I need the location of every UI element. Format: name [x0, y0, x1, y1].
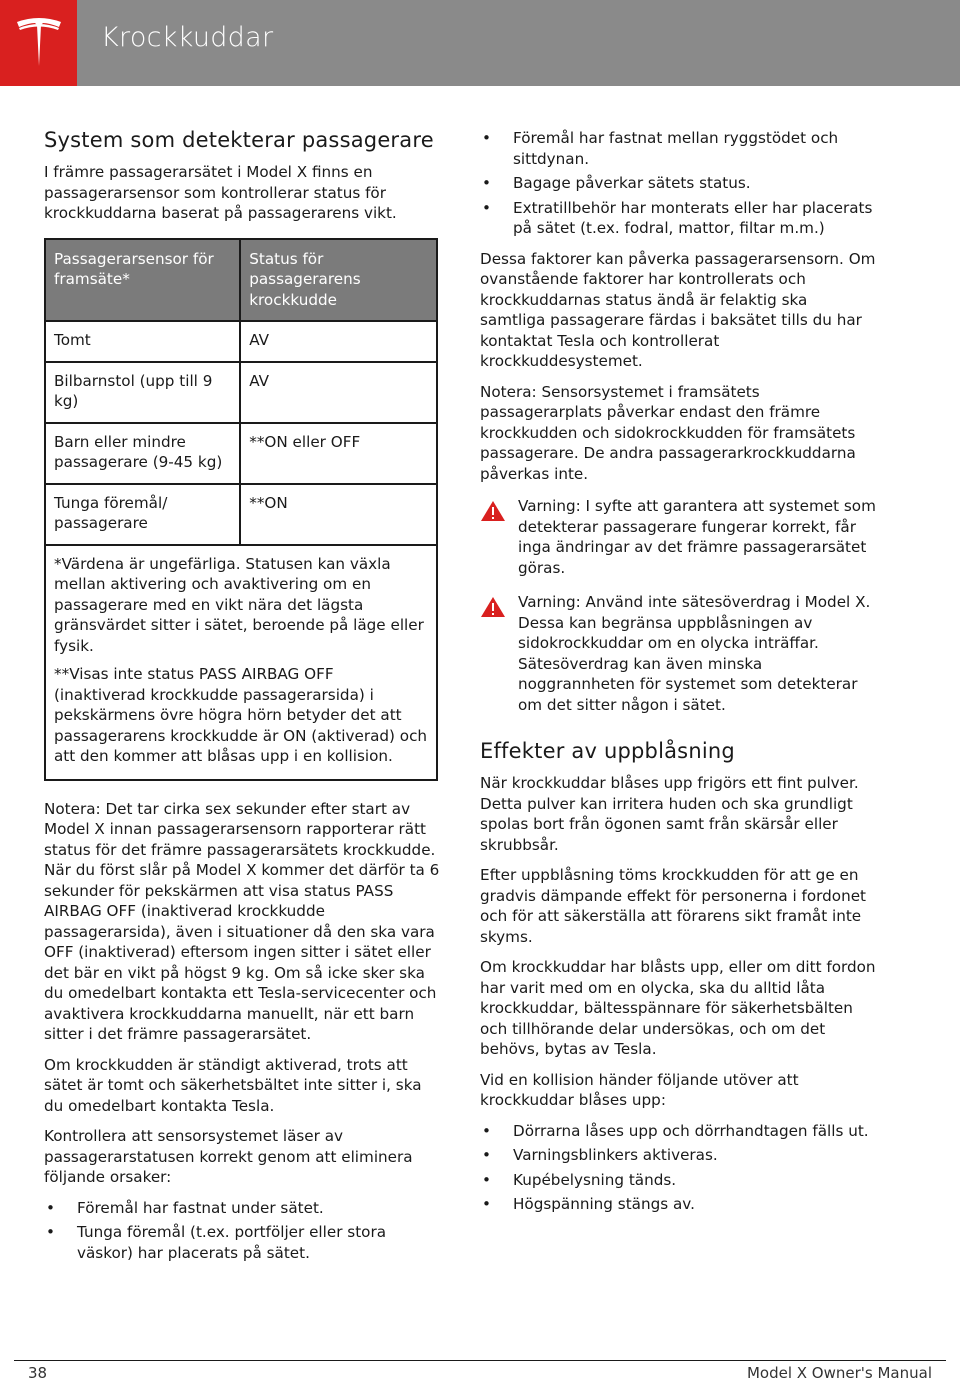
bullet: •	[482, 1170, 491, 1189]
table-note-cell	[45, 545, 437, 780]
warning-no-modifications	[480, 496, 876, 578]
warning-triangle-icon	[480, 500, 506, 522]
table-cell: Tunga föremål/ passagerare	[45, 484, 240, 545]
list-item: • Tunga föremål (t.ex. portföljer eller stora väskor) har placerats på sätet.	[46, 1223, 386, 1262]
inspection-paragraph: Om krockkuddar har blåsts upp, eller om ditt fordon har varit med om en olycka, ska du alltid låta krockkuddar, bältesspännare för säkerhetsbälten och tillhörande delar undersökas, och om det behövs, bytas av Tesla.	[480, 958, 876, 1058]
factors-paragraph: Dessa faktorer kan påverka passagerarsensorn. Om ovanstående faktorer har kontrollerats och krockkuddarnas status ändå är felaktig ska samtliga passagerare färdas i baksätet tills du har kontaktat Tesla och kontrollerat krockkuddesystemet.	[480, 249, 876, 370]
list-item: • Högspänning stängs av.	[482, 1195, 695, 1213]
bullet: •	[482, 174, 491, 192]
table-cell: AV	[240, 362, 437, 423]
page-title: Krockkuddar	[101, 22, 274, 53]
bullet: •	[482, 198, 491, 217]
tesla-logo-icon	[13, 16, 65, 70]
collision-effects-list	[480, 1121, 876, 1215]
page-number: 38	[28, 1364, 48, 1382]
table-row	[45, 484, 437, 545]
table-cell: Barn eller mindre passagerare (9-45 kg)	[45, 423, 240, 484]
table-row	[45, 362, 437, 423]
manual-title: Model X Owner's Manual	[746, 1364, 932, 1382]
intro-paragraph: I främre passagerarsätet i Model X finns en passagerarsensor som kontrollerar status för krockkuddarna baserat på passagerarens vikt.	[44, 163, 397, 222]
table-cell: Bilbarnstol (upp till 9 kg)	[45, 362, 240, 423]
collision-paragraph: Vid en kollision händer följande utöver att krockkuddar blåses upp:	[480, 1070, 799, 1109]
table-note-status: **Visas inte status PASS AIRBAG OFF (inaktiverad krockkudde passagerarsida) i pekskärmens övre högra hörn betyder det att passagerarens krockkudde är ON (aktiverad) och att den kommer att blåsas upp i en kollision.	[54, 665, 428, 765]
section-heading-inflation-effects: Effekter av uppblåsning	[480, 739, 735, 763]
list-item: • Föremål har fastnat mellan ryggstödet och sittdynan.	[482, 129, 839, 168]
bullet: •	[482, 1195, 491, 1213]
list-item: • Varningsblinkers aktiveras.	[482, 1146, 718, 1164]
powder-paragraph: När krockkuddar blåses upp frigörs ett fint pulver. Detta pulver kan irritera huden och ska grundligt spolas bort från ögonen samt från skärsår eller skrubbsår.	[480, 774, 859, 854]
table-header-row	[45, 239, 437, 322]
table-row	[45, 321, 437, 362]
always-on-paragraph: Om krockkudden är ständigt aktiverad, trots att sätet är tomt och säkerhetsbältet inte sitter i, ska du omedelbart kontakta Tesla.	[44, 1055, 422, 1115]
list-item: • Kupébelysning tänds.	[482, 1170, 677, 1189]
causes-list	[44, 1198, 440, 1264]
table-cell: **ON	[240, 484, 437, 545]
list-item: • Extratillbehör har monterats eller har placerats på sätet (t.ex. fodral, mattor, filtar m.m.)	[482, 198, 873, 237]
startup-note-paragraph: Notera: Det tar cirka sex sekunder efter start av Model X innan passagerarsensorn rapporterar rätt status för det främre passagerarsätets krockkudde. När du först slår på Model X kommer det därför ta 6 sekunder för pekskärmen att visa status PASS AIRBAG OFF (inaktiverad krockkudde passagerarsida), även i situationer då den ska vara OFF (inaktiverad) eftersom ingen sitter i sätet eller det bär en vikt på högst 9 kg. Om så icke sker ska du omedelbart kontakta ett Tesla-servicecenter och avaktivera krockkuddarna manuellt, när ett barn sitter i det främre passagerarsätet.	[44, 799, 440, 1043]
bullet: •	[46, 1198, 55, 1217]
table-header-cell: Passagerarsensor för framsäte*	[45, 239, 240, 322]
footer-divider	[14, 1360, 946, 1361]
page-header	[0, 0, 960, 86]
warning-text: Varning: Använd inte sätesöverdrag i Model X. Dessa kan begränsa uppblåsningen av sidokrockkuddar om en olycka inträffar. Sätesöverdrag kan även minska noggrannheten för systemet som detekterar om det sitter någon i sätet.	[518, 593, 871, 714]
bullet: •	[482, 129, 491, 147]
table-cell: Tomt	[45, 321, 240, 362]
check-causes-paragraph: Kontrollera att sensorsystemet läser av passagerarstatusen korrekt genom att eliminera följande orsaker:	[44, 1127, 413, 1186]
table-note-approx: *Värdena är ungefärliga. Statusen kan växla mellan aktivering och avaktivering om en passagerare med en vikt nära det lägsta gränsvärdet sitter i sätet, beroende på läge eller fysik.	[54, 554, 424, 655]
warning-seat-covers	[480, 592, 876, 715]
sensor-scope-paragraph: Notera: Sensorsystemet i framsätets passagerarplats påverkar endast den främre krockkudden och sidokrockkudden för framsätets passagerare. De andra passagerarkrockkuddarna påverkas inte.	[480, 382, 856, 483]
left-column	[44, 128, 440, 1273]
table-cell: AV	[240, 321, 437, 362]
warning-triangle-icon	[480, 596, 506, 618]
occupant-sensor-table	[44, 238, 438, 781]
deflation-paragraph: Efter uppblåsning töms krockkudden för att ge en gradvis dämpande effekt för personerna i fordonet och för att säkerställa att förarens sikt framåt inte skyms.	[480, 866, 867, 946]
warning-text: Varning: I syfte att garantera att systemet som detekterar passagerare fungerar korrekt, får inga ändringar av det främre passagerarsätet göras.	[518, 497, 876, 577]
section-heading-occupant-detection: System som detekterar passagerare	[44, 128, 434, 152]
list-item: • Bagage påverkar sätets status.	[482, 174, 751, 192]
table-row	[45, 423, 437, 484]
bullet: •	[482, 1121, 491, 1140]
bullet: •	[482, 1146, 491, 1164]
causes-list-continued	[480, 128, 876, 239]
list-item: • Föremål har fastnat under sätet.	[46, 1198, 324, 1217]
table-note-row	[45, 545, 437, 780]
bullet: •	[46, 1223, 55, 1241]
table-cell: **ON eller OFF	[240, 423, 437, 484]
table-header-cell: Status för passagerarens krockkudde	[240, 239, 437, 322]
right-column	[480, 128, 876, 1225]
tesla-logo	[0, 0, 77, 86]
list-item: • Dörrarna låses upp och dörrhandtagen fälls ut.	[482, 1121, 869, 1140]
